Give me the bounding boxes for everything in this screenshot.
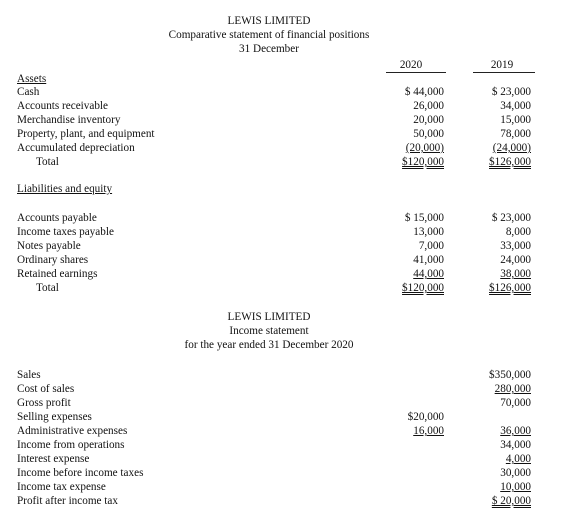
asset-label: Cash xyxy=(17,86,40,98)
is-row-amount: 36,000 xyxy=(500,425,531,437)
is-row-label: Income tax expense xyxy=(17,481,106,493)
asset-value-2020: (20,000) xyxy=(405,142,444,154)
is-row-subamount: $20,000 xyxy=(407,411,444,423)
is-company-name: LEWIS LIMITED xyxy=(227,311,311,323)
asset-value-2019: 78,000 xyxy=(500,128,531,140)
asset-value-2020: 50,000 xyxy=(413,128,444,140)
sfp-title: Comparative statement of financial positions xyxy=(168,29,370,41)
asset-label: Accumulated depreciation xyxy=(17,142,135,154)
is-row-amount: 280,000 xyxy=(494,383,531,395)
asset-value-2020: $ 44,000 xyxy=(404,86,444,98)
asset-value-2020: 26,000 xyxy=(413,100,444,112)
is-row-amount: 10,000 xyxy=(500,481,531,493)
is-row-label: Income from operations xyxy=(17,439,125,451)
is-row-subamount: 16,000 xyxy=(413,425,444,437)
is-row-amount: $350,000 xyxy=(489,369,531,381)
col-header-2019-rule xyxy=(473,72,535,73)
liability-value-2020: 41,000 xyxy=(413,254,444,266)
col-header-2020-rule xyxy=(386,72,446,73)
liability-value-2020: $ 15,000 xyxy=(404,212,444,224)
liabilities-total-label: Total xyxy=(36,282,59,294)
is-row-label: Selling expenses xyxy=(17,411,92,423)
is-row-label: Interest expense xyxy=(17,453,90,465)
asset-label: Property, plant, and equipment xyxy=(17,128,155,140)
asset-value-2019: 15,000 xyxy=(500,114,531,126)
col-header-2020: 2020 xyxy=(399,59,423,71)
asset-value-2019: $ 23,000 xyxy=(491,86,531,98)
is-row-amount: $ 20,000 xyxy=(491,495,531,507)
assets-total-label: Total xyxy=(36,156,59,168)
is-title: Income statement xyxy=(229,325,309,337)
liability-label: Retained earnings xyxy=(17,268,98,280)
asset-value-2019: (24,000) xyxy=(492,142,531,154)
sfp-date: 31 December xyxy=(239,43,299,55)
sfp-company-name: LEWIS LIMITED xyxy=(227,15,311,27)
is-row-amount: 34,000 xyxy=(500,439,531,451)
liability-value-2020: 13,000 xyxy=(413,226,444,238)
is-row-amount: 70,000 xyxy=(500,397,531,409)
is-row-label: Profit after income tax xyxy=(17,495,118,507)
is-row-label: Income before income taxes xyxy=(17,467,144,479)
is-row-amount: 30,000 xyxy=(500,467,531,479)
liability-label: Income taxes payable xyxy=(17,226,114,238)
assets-total-2019: $126,000 xyxy=(489,156,531,168)
asset-label: Accounts receivable xyxy=(17,100,109,112)
liability-value-2019: 8,000 xyxy=(505,226,531,238)
liability-label: Ordinary shares xyxy=(17,254,89,266)
is-row-label: Gross profit xyxy=(17,397,71,409)
liabilities-total-2020: $120,000 xyxy=(402,282,444,294)
asset-value-2020: 20,000 xyxy=(413,114,444,126)
is-row-amount: 4,000 xyxy=(505,453,531,465)
asset-value-2019: 34,000 xyxy=(500,100,531,112)
is-row-label: Sales xyxy=(17,369,41,381)
liability-value-2020: 7,000 xyxy=(418,240,444,252)
liability-value-2019: $ 23,000 xyxy=(491,212,531,224)
liability-value-2020: 44,000 xyxy=(413,268,444,280)
asset-label: Merchandise inventory xyxy=(17,114,121,126)
liability-value-2019: 24,000 xyxy=(500,254,531,266)
liability-label: Accounts payable xyxy=(17,212,97,224)
col-header-2019: 2019 xyxy=(490,59,514,71)
liability-value-2019: 38,000 xyxy=(500,268,531,280)
is-period: for the year ended 31 December 2020 xyxy=(184,339,354,351)
is-row-label: Administrative expenses xyxy=(17,425,128,437)
liabilities-total-2019: $126,000 xyxy=(489,282,531,294)
liability-label: Notes payable xyxy=(17,240,81,252)
assets-heading: Assets xyxy=(17,73,47,85)
liabilities-heading: Liabilities and equity xyxy=(17,183,113,195)
liability-value-2019: 33,000 xyxy=(500,240,531,252)
is-row-label: Cost of sales xyxy=(17,383,75,395)
assets-total-2020: $120,000 xyxy=(402,156,444,168)
